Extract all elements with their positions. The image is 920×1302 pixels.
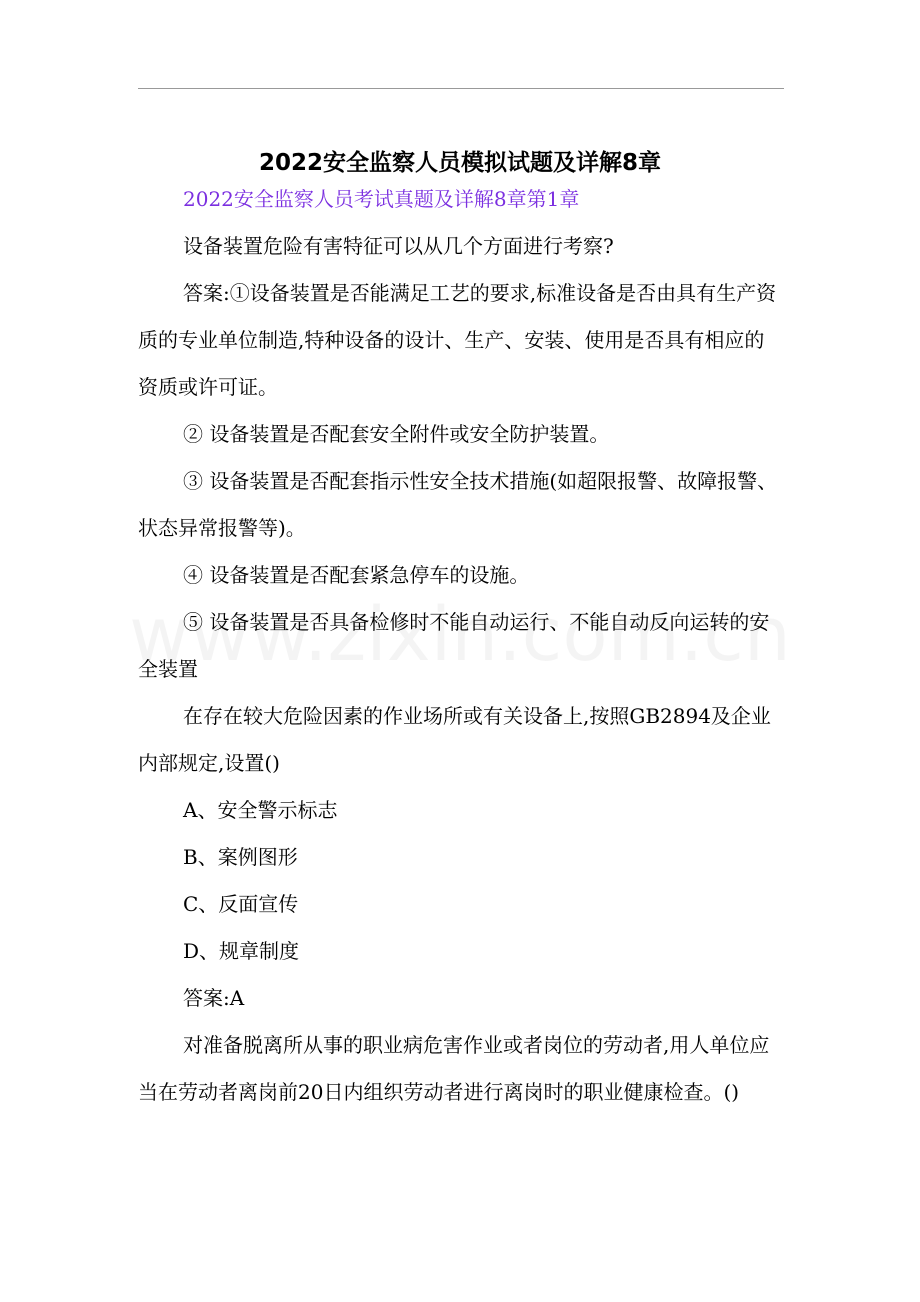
document-body	[138, 176, 784, 1116]
question-1-answer-3: ③ 设备装置是否配套指示性安全技术措施(如超限报警、故障报警、状态异常报警等)。	[138, 469, 778, 540]
question-3-text: 对准备脱离所从事的职业病危害作业或者岗位的劳动者,用人单位应当在劳动者离岗前20日内组织劳动者进行离岗时的职业健康检查。()	[138, 1033, 770, 1104]
question-1-answer-4: ④ 设备装置是否配套紧急停车的设施。	[183, 563, 530, 587]
question-1-answer-2: ② 设备装置是否配套安全附件或安全防护装置。	[183, 422, 610, 446]
question-2-text: 在存在较大危险因素的作业场所或有关设备上,按照GB2894及企业内部规定,设置()	[138, 704, 771, 775]
question-2-option-a: A、安全警示标志	[183, 798, 338, 822]
question-1-text: 设备装置危险有害特征可以从几个方面进行考察?	[183, 234, 614, 258]
question-2-option-d: D、规章制度	[183, 939, 300, 963]
document-title: 2022安全监察人员模拟试题及详解8章	[258, 150, 662, 177]
question-1-answer-1: 答案:①设备装置是否能满足工艺的要求,标准设备是否由具有生产资质的专业单位制造,特种设备的设计、生产、安装、使用是否具有相应的资质或许可证。	[138, 281, 777, 399]
question-2-answer: 答案:A	[183, 986, 245, 1010]
question-2-option-b: B、案例图形	[183, 845, 298, 869]
header-rule	[138, 88, 784, 89]
chapter-subtitle: 2022安全监察人员考试真题及详解8章第1章	[183, 187, 580, 211]
question-2-option-c: C、反面宣传	[183, 892, 299, 916]
question-1-answer-5: ⑤ 设备装置是否具备检修时不能自动运行、不能自动反向运转的安全装置	[138, 610, 770, 681]
